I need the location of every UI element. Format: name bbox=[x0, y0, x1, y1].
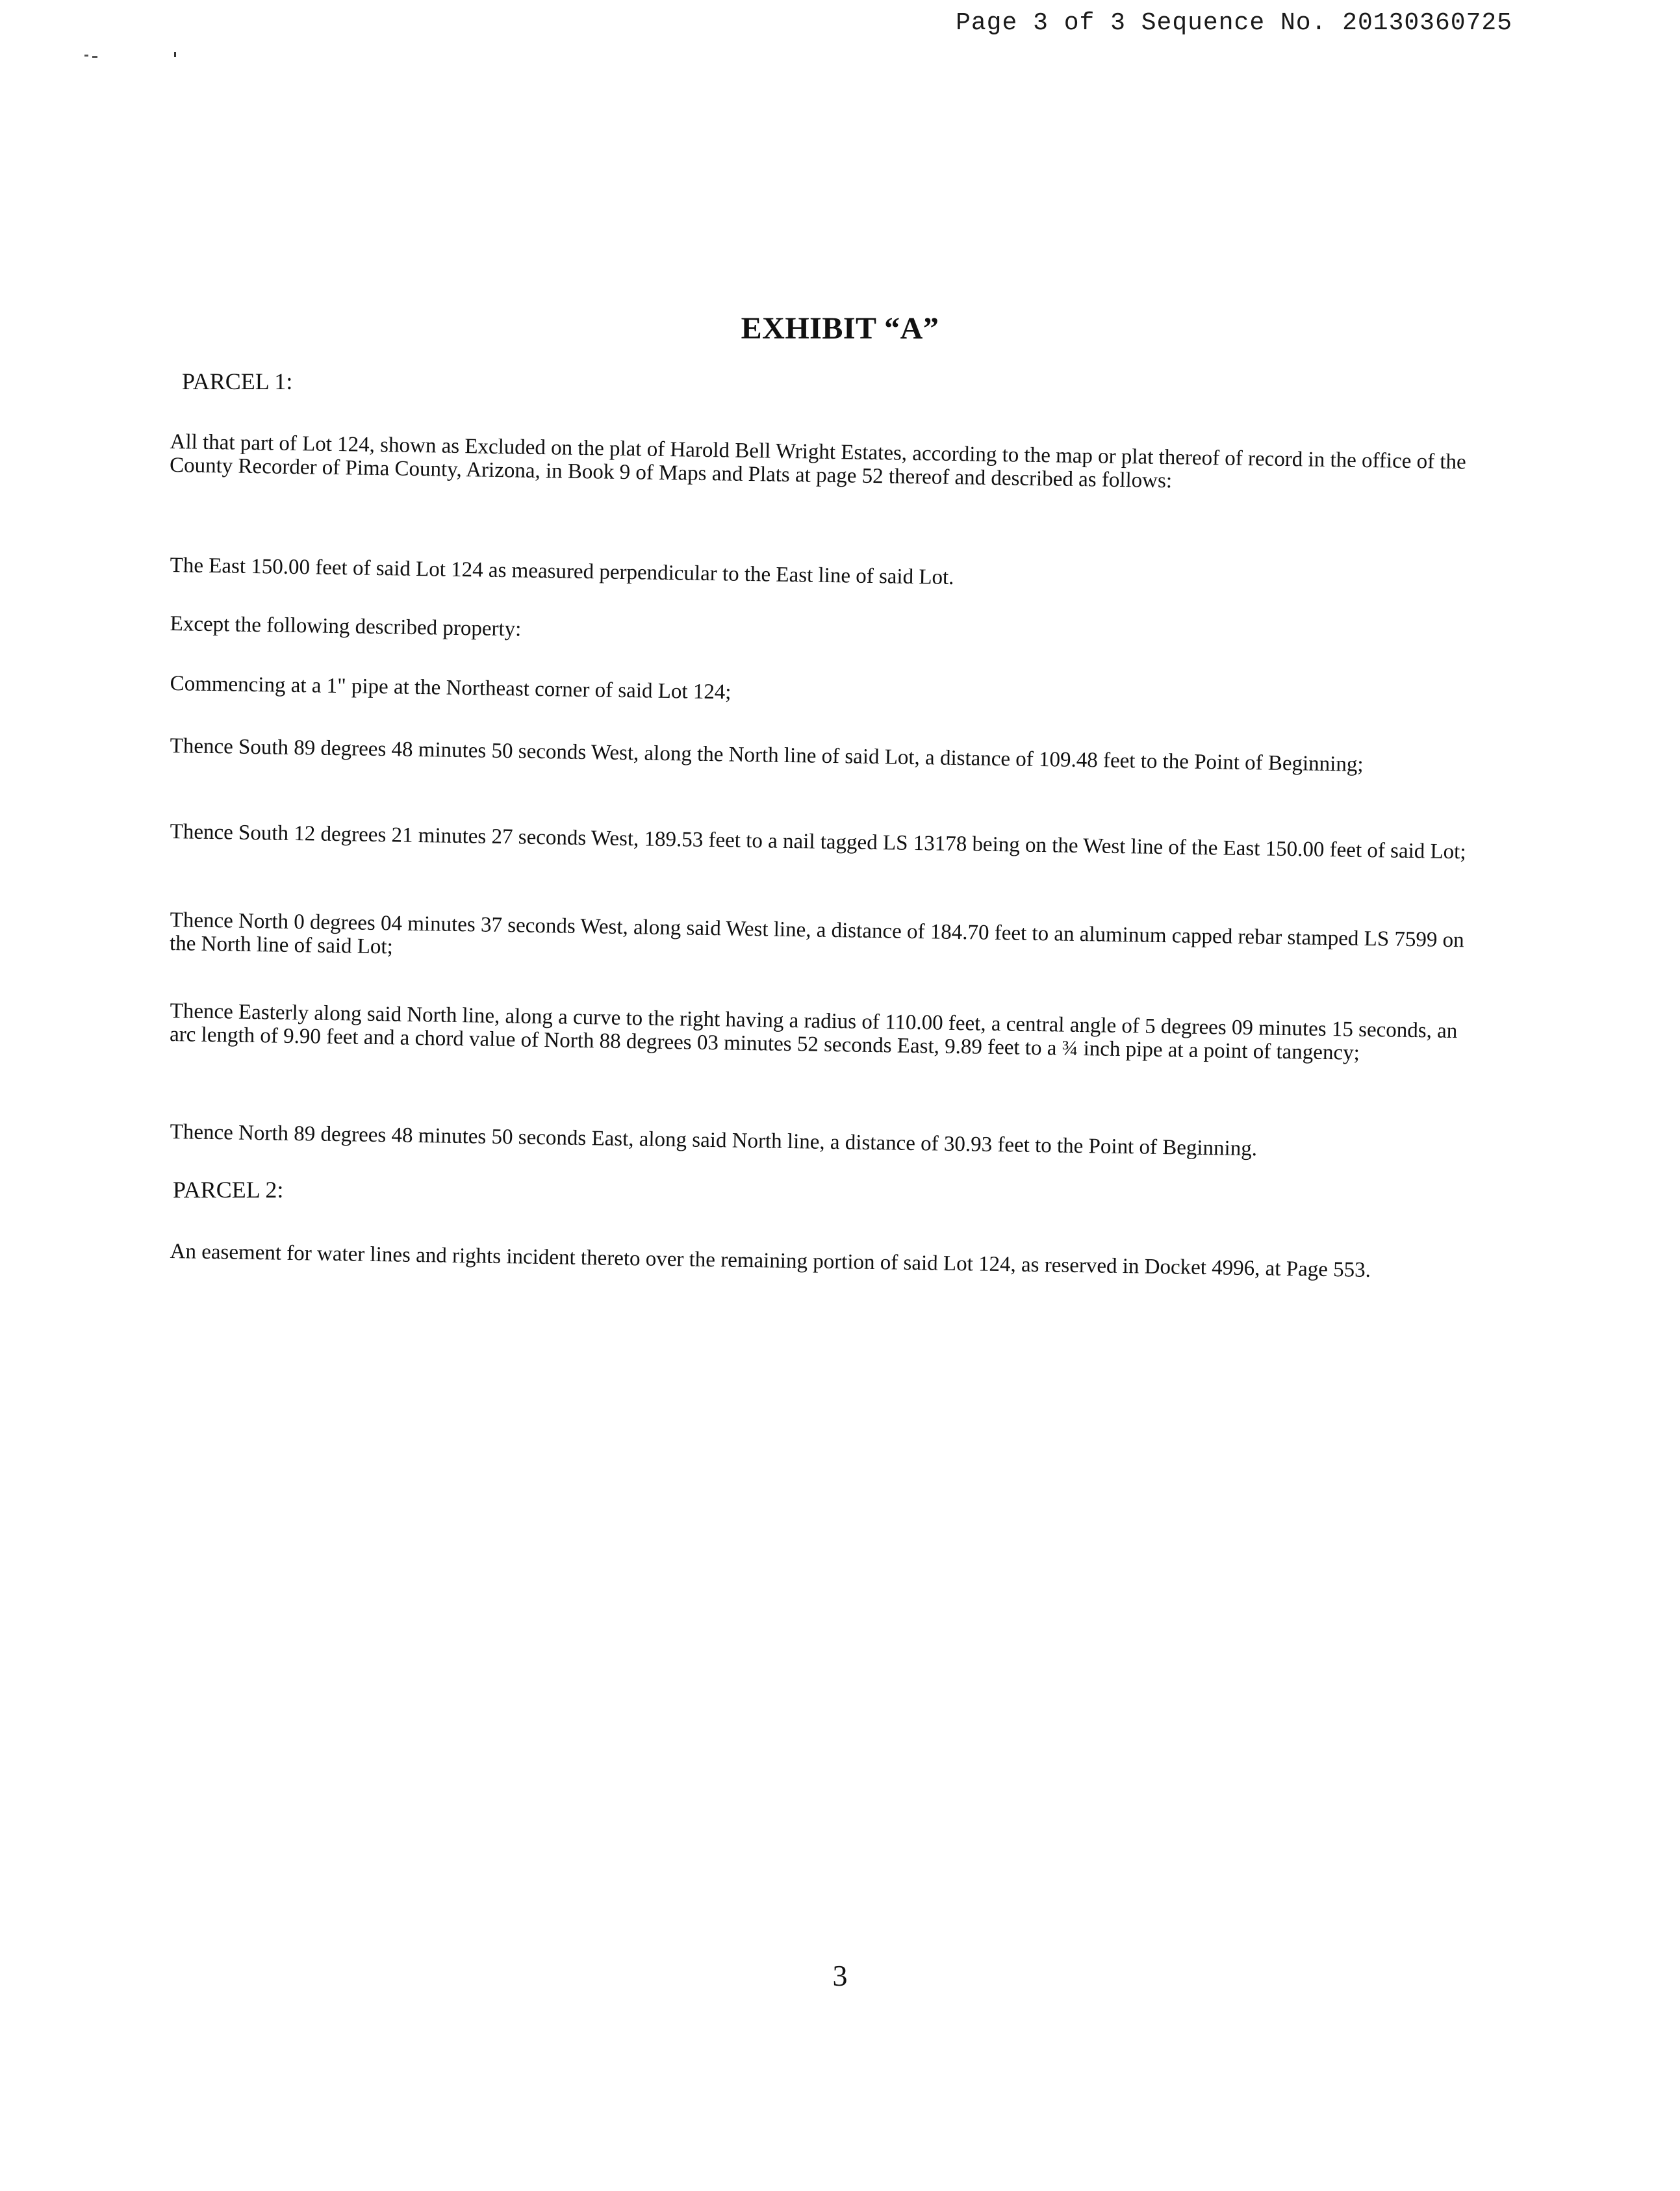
parcel-1-exception: Except the following described property: bbox=[170, 612, 522, 641]
parcel-1-course-2: Thence South 12 degrees 21 minutes 27 seconds West, 189.53 feet to a nail tagged LS 13178 being on the West line of the East 150.00 feet of said Lot; bbox=[170, 820, 1466, 864]
page-number: 3 bbox=[832, 1959, 848, 1992]
parcel-1-heading: PARCEL 1: bbox=[182, 368, 293, 394]
parcel-1-course-1: Thence South 89 degrees 48 minutes 50 seconds West, along the North line of said Lot, a distance of 109.48 feet to the Point of Beginning; bbox=[170, 734, 1364, 776]
parcel-1-course-4: Thence Easterly along said North line, along a curve to the right having a radius of 110.00 feet, a central angle of 5 degrees 09 minutes 15 seconds, an arc length of 9.90 feet and a chord value of North 88 degrees 03 minutes 52 seconds East, 9.89 feet to a ¾ inch pipe at a point of tangency; bbox=[169, 999, 1458, 1065]
parcel-1-course-3: Thence North 0 degrees 04 minutes 37 seconds West, along said West line, a distance of 184.70 feet to an aluminum capped rebar stamped LS 7599 on the North line of said Lot; bbox=[169, 908, 1464, 959]
parcel-2-heading: PARCEL 2: bbox=[173, 1177, 284, 1203]
scan-specks bbox=[84, 51, 188, 64]
parcel-1-commencing: Commencing at a 1" pipe at the Northeast corner of said Lot 124; bbox=[170, 672, 732, 704]
exhibit-title: EXHIBIT “A” bbox=[741, 311, 939, 346]
parcel-2-easement: An easement for water lines and rights incident thereto over the remaining portion of said Lot 124, as reserved in Docket 4996, at Page 553. bbox=[170, 1240, 1371, 1283]
parcel-1-course-5: Thence North 89 degrees 48 minutes 50 seconds East, along said North line, a distance of 30.93 feet to the Point of Beginning. bbox=[170, 1120, 1258, 1161]
recording-stamp: Page 3 of 3 Sequence No. 20130360725 bbox=[956, 9, 1512, 37]
parcel-1-description: All that part of Lot 124, shown as Excluded on the plat of Harold Bell Wright Estates, according to the map or plat thereof of record in the office of the County Recorder of Pima County, Arizona, in Book 9 of Maps and Plats at page 52 thereof and described as follows: bbox=[169, 430, 1466, 493]
parcel-1-east-150-feet: The East 150.00 feet of said Lot 124 as measured perpendicular to the East line of said Lot. bbox=[170, 554, 954, 589]
